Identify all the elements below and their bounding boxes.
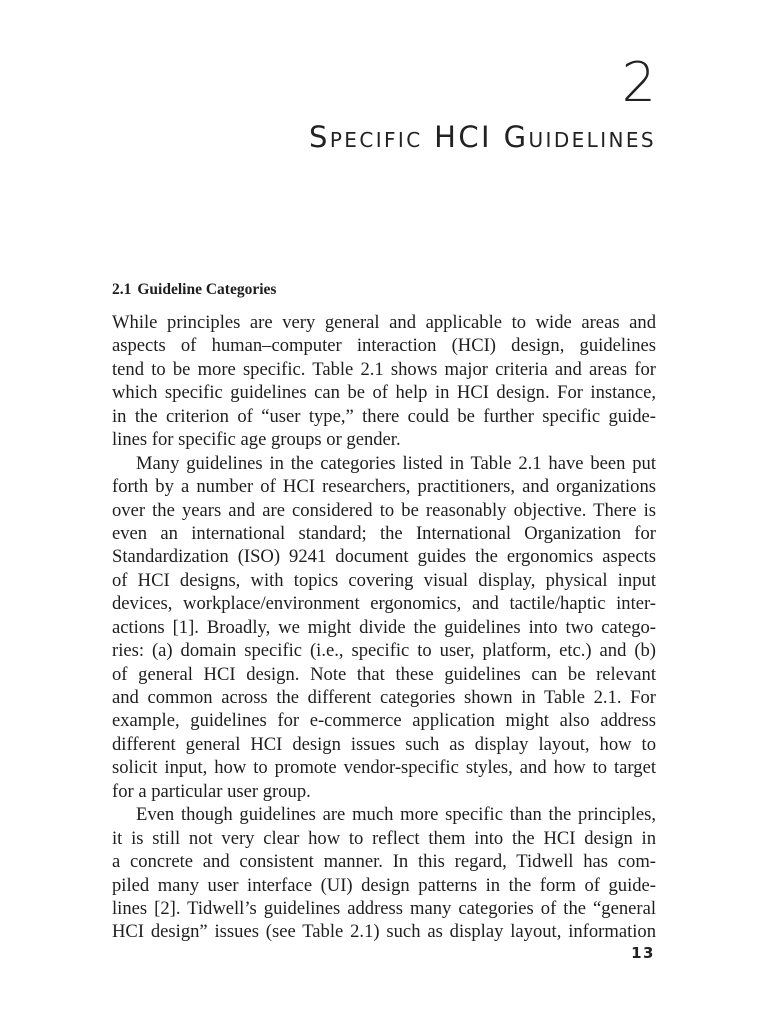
text-line: devices, workplace/environment ergonomics, and tactile/haptic inter- [112,593,656,615]
paragraph [112,803,656,944]
section-heading [112,280,276,300]
page-number: 13 [631,944,655,962]
text-line: of general HCI design. Note that these guidelines can be relevant [112,663,656,685]
text-line: a concrete and consistent manner. In this regard, Tidwell has com- [112,851,656,873]
text-line: While principles are very general and applicable to wide areas and [112,312,656,333]
chapter-title: Specific HCI Guidelines [309,120,656,154]
text-line: it is still not very clear how to reflect them into the HCI design in [112,827,656,849]
section-title: Guideline Categories [137,281,277,298]
text-line: for a particular user group. [112,780,311,802]
text-line: and common across the different categories shown in Table 2.1. For [112,687,656,708]
body-text [112,311,656,944]
paragraph [112,311,656,452]
text-line: tend to be more specific. Table 2.1 shows major criteria and areas for [112,358,656,380]
paragraph [112,452,656,804]
text-line: which specific guidelines can be of help in HCI design. For instance, [112,382,656,404]
text-line: forth by a number of HCI researchers, practitioners, and organizations [112,476,656,498]
text-line: lines for specific age groups or gender. [112,429,401,451]
text-line: Standardization (ISO) 9241 document guides the ergonomics aspects [112,546,656,568]
text-line: even an international standard; the International Organization for [112,522,656,544]
text-line: HCI design” issues (see Table 2.1) such as display layout, information [112,921,656,943]
text-line: ries: (a) domain specific (i.e., specific to user, platform, etc.) and (b) [112,640,656,662]
text-line: solicit input, how to promote vendor-specific styles, and how to target [112,757,656,779]
chapter-number: 2 [621,51,656,114]
text-line: aspects of human–computer interaction (HCI) design, guidelines [112,335,656,357]
text-line: in the criterion of “user type,” there could be further specific guide- [112,405,656,427]
text-line: Many guidelines in the categories listed in Table 2.1 have been put [136,452,656,474]
text-line: of HCI designs, with topics covering visual display, physical input [112,569,656,591]
text-line: lines [2]. Tidwell’s guidelines address many categories of the “general [112,897,656,919]
text-line: over the years and are considered to be reasonably objective. There is [112,499,656,521]
text-line: actions [1]. Broadly, we might divide the guidelines into two catego- [112,616,656,638]
text-line: example, guidelines for e-commerce application might also address [112,710,656,732]
text-line: piled many user interface (UI) design patterns in the form of guide- [112,874,656,896]
section-number: 2.1 [112,281,132,298]
text-line: different general HCI design issues such as display layout, how to [112,733,656,755]
text-line: Even though guidelines are much more specific than the principles, [136,804,656,826]
